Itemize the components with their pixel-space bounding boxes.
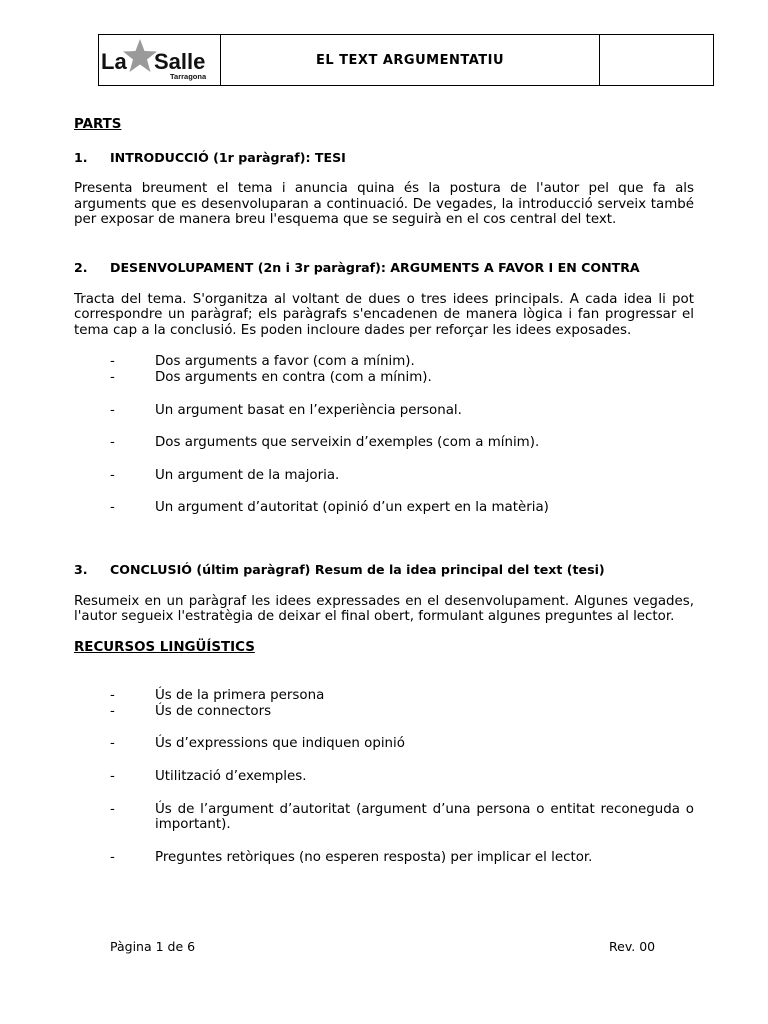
list-item <box>74 403 694 419</box>
section-number: 2. <box>74 259 88 275</box>
list-item <box>74 736 694 752</box>
section-number: 3. <box>74 561 88 577</box>
document-header <box>98 34 714 86</box>
arguments-list <box>74 354 694 516</box>
list-item-text: Utilització d’exemples. <box>155 769 307 785</box>
list-item <box>74 850 694 866</box>
list-item-text: Ús de connectors <box>155 703 272 719</box>
section-2-body: Tracta del tema. S'organitza al voltant de dues o tres idees principals. A cada idea li pot correspondre un paràgraf; els paràgrafs s'encadenen de manera lògica i fan progressar el tema cap a la conclusió. Es poden incloure dades per reforçar les idees exposades. <box>74 291 694 338</box>
logo-la-text: La <box>101 49 127 74</box>
section-2-heading <box>74 260 694 276</box>
section-title: DESENVOLUPAMENT (2n i 3r paràgraf): ARGUMENTS A FAVOR I EN CONTRA <box>110 259 640 275</box>
section-number: 1. <box>74 149 88 165</box>
list-item-text: Un argument d’autoritat (opinió d’un expert en la matèria) <box>155 500 549 516</box>
page-number: Pàgina 1 de 6 <box>110 939 196 954</box>
list-bullet: - <box>110 369 115 385</box>
list-bullet: - <box>110 467 115 483</box>
list-item-text: Dos arguments en contra (com a mínim). <box>155 369 432 385</box>
list-item <box>74 435 694 451</box>
list-bullet: - <box>110 402 115 418</box>
document-title: EL TEXT ARGUMENTATIU <box>221 35 600 85</box>
document-body <box>74 117 694 865</box>
list-item <box>74 500 694 516</box>
parts-heading: PARTS <box>74 117 122 132</box>
list-item-text: Ús de l’argument d’autoritat (argument d’una persona o entitat reconeguda o important). <box>155 801 694 833</box>
section-title: INTRODUCCIÓ (1r paràgraf): TESI <box>110 149 346 165</box>
list-item-text: Preguntes retòriques (no esperen resposta) per implicar el lector. <box>155 849 593 865</box>
list-bullet: - <box>110 500 115 516</box>
list-bullet: - <box>110 435 115 451</box>
logo <box>99 35 221 85</box>
list-item <box>74 704 694 720</box>
list-item <box>74 688 694 704</box>
list-item <box>74 370 694 386</box>
list-item-text: Ús de la primera persona <box>155 688 325 704</box>
logo-subtitle: Tarragona <box>170 72 207 81</box>
list-item-text: Ús d’expressions que indiquen opinió <box>155 736 405 752</box>
list-item <box>74 769 694 785</box>
list-item <box>74 354 694 370</box>
list-bullet: - <box>110 801 115 817</box>
resources-list <box>74 688 694 865</box>
list-item <box>74 468 694 484</box>
section-3-body: Resumeix en un paràgraf les idees expressades en el desenvolupament. Algunes vegades, l'autor segueix l'estratègia de deixar el final obert, formulant algunes preguntes al lector. <box>74 593 694 625</box>
list-item-text: Dos arguments a favor (com a mínim). <box>155 354 415 370</box>
list-bullet: - <box>110 769 115 785</box>
list-bullet: - <box>110 354 115 370</box>
resources-heading: RECURSOS LINGÜÍSTICS <box>74 639 255 655</box>
revision-label: Rev. 00 <box>609 939 656 954</box>
list-item-text: Un argument de la majoria. <box>155 467 340 483</box>
header-empty-cell <box>600 35 713 85</box>
list-bullet: - <box>110 849 115 865</box>
list-item-text: Dos arguments que serveixin d’exemples (com a mínim). <box>155 435 540 451</box>
section-3-heading <box>74 562 694 578</box>
list-item-text: Un argument basat en l’experiència personal. <box>155 402 462 418</box>
list-bullet: - <box>110 736 115 752</box>
list-bullet: - <box>110 703 115 719</box>
section-1-heading <box>74 150 694 166</box>
list-item <box>74 802 694 833</box>
list-bullet: - <box>110 688 115 704</box>
section-1-body: Presenta breument el tema i anuncia quina és la postura de l'autor pel que fa als arguments que es desenvoluparan a continuació. De vegades, la introducció serveix també per exposar de manera breu l'esquema que se seguirà en el cos central del text. <box>74 181 694 228</box>
star-icon <box>122 38 158 74</box>
section-title: CONCLUSIÓ (últim paràgraf) Resum de la idea principal del text (tesi) <box>110 561 605 577</box>
logo-salle-text: Salle <box>154 49 206 74</box>
